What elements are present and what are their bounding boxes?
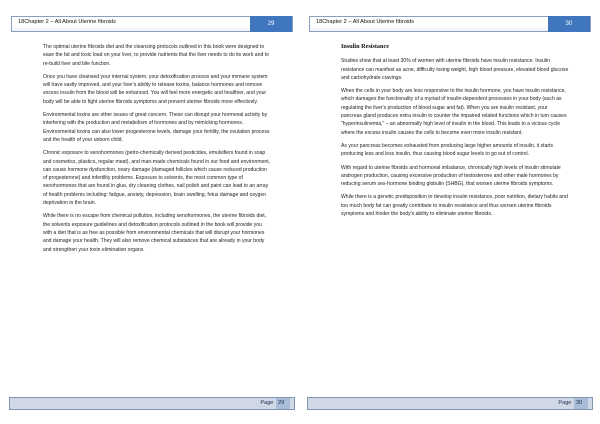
page-footer	[307, 397, 593, 410]
section-heading: Insulin Resistance	[341, 43, 389, 50]
page-body	[43, 43, 271, 259]
footer-page-number: 30	[574, 398, 588, 409]
body-paragraph: Once you have cleansed your internal system, your detoxification process and your immune system will have vastly improved, and your liver's ability to release toxins, balance hormones and remove excess insulin from the blood will be enhanced. You will feel more energetic and healthier, and your body will be able to fight uterine fibroids symptoms and prevent uterine fibroids more effectively.	[43, 73, 268, 105]
footer-label: Page	[558, 400, 572, 406]
footer-label: Page	[260, 400, 274, 406]
body-paragraph: While there is a genetic predisposition to develop insulin resistance, poor nutrition, dietary habits and too much body fat can greatly contribute to insulin resistance and thus worsen uterine fibroids symptoms and hinder the body's ability to eliminate uterine fibroids.	[341, 194, 568, 218]
page-body	[341, 43, 569, 223]
body-paragraph: With regard to uterine fibroids and hormonal imbalance, chronically high levels of insulin stimulate androgen production, causing excessive production of testosterone and other male hormones by reducing serum sex-hormone binding globulin (SHBG), that worsen uterine fibroids symptoms.	[341, 164, 561, 188]
body-paragraph: Environmental toxins are other issues of great concern. These can disrupt your hormonal activity by interfering with the production and metabolism of hormones and by mimicking hormones. Environmental toxins can also lower progesterone levels, damage your fertility, the ovulation process and the health of your unborn child.	[43, 112, 270, 143]
footer-page-number: 29	[276, 398, 290, 409]
body-paragraph: When the cells in your body are less responsive to the insulin hormone, you have insulin resistance, which damages the functionality of a myriad of insulin-dependent processes in your body (such as regulating the liver's production of blood sugar and fat). When you are insulin resistant, your pancreas gland produces extra insulin to counter the impaired related functions which in turn causes "hyperinsulinemia," – an abnormally high level of insulin in the blood. This leads to a vicious cycle where the excess insulin causes the cells to become even more insulin resistant.	[341, 88, 567, 136]
footer-page-label	[260, 398, 290, 409]
body-paragraph: As your pancreas becomes exhausted from producing large higher amounts of insulin, it starts producing less and less insulin, thus causing blood sugar levels to go out of control.	[341, 142, 554, 158]
page-header	[309, 16, 591, 32]
page-footer	[9, 397, 295, 410]
body-paragraph: Studies show that at least 30% of women with uterine fibroids have insulin resistance. Insulin resistance can manifest as acne, difficulty losing weight, high blood pressure, elevated blood glucose and carbohydrate cravings.	[341, 58, 569, 81]
header-page-number: 30	[548, 16, 590, 32]
chapter-title: 18Chapter 2 – All About Uterine fibroids	[18, 19, 116, 25]
body-paragraph: The optimal uterine fibroids diet and the cleansing protocols outlined in this book were designed to ease the fat and toxic load on your liver, to provide nutrients that the liver needs to do its work and to re-build liver and bile function.	[43, 44, 269, 67]
footer-page-label	[558, 398, 588, 409]
right-page	[301, 10, 599, 418]
page-header	[11, 16, 293, 32]
left-page	[3, 10, 301, 418]
header-page-number: 29	[250, 16, 292, 32]
body-paragraph: Chronic exposure to xenohormones (petro-chemically derived pesticides, emulsifiers found in soap and cosmetics, plastics, regular meat), and man-made chemicals found in our food and environment, can cause hormone dysfunction, ovary damage (damaged follicles which cause reduced production of progesterone) and infertility problems. Exposure to solvents, the most common type of xenohormones that are found in glue, dry cleaning clothes, nail polish and paint can lead to an array of health problems including: fatigue, anxiety, depression, brain swelling, fetus damage and oxygen deprivation in the brain.	[43, 150, 271, 207]
body-paragraph: While there is no escape from chemical pollution, including xenohormones, the uterine fibroids diet, the solvents exposure guidelines and detoxification protocols outlined in the book will provide you with a diet that is as free as possible from environmental chemicals that will disrupt your hormones and damage your health. They will also remove chemical substances that are already in your body and strengthen your toxin elimination organs.	[43, 213, 267, 253]
chapter-title: 18Chapter 2 – All About Uterine fibroids	[316, 19, 414, 25]
